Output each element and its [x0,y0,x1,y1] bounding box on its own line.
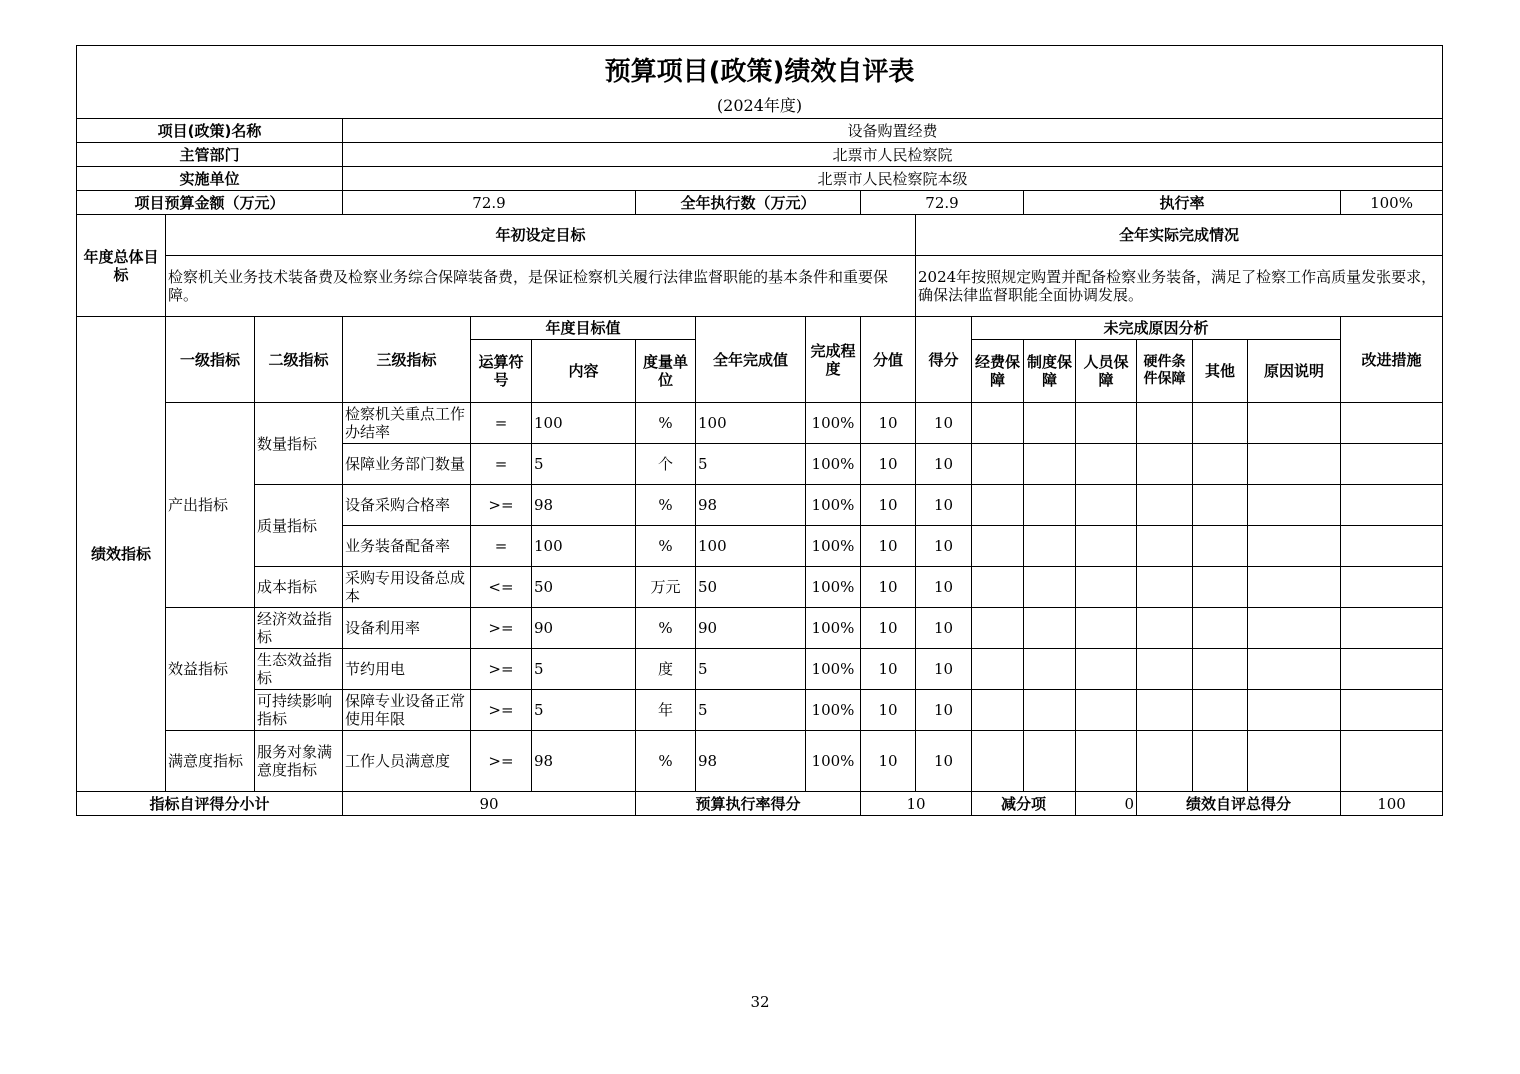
header-funds: 经费保障 [972,340,1024,403]
completion-degree: 100% [806,403,861,444]
indicator-name: 保障业务部门数量 [343,444,471,485]
header-score: 得分 [916,317,972,403]
measure-unit: 个 [636,444,696,485]
measure-unit: % [636,485,696,526]
actual-value: 100 [696,403,806,444]
subtotal-value: 90 [343,792,636,816]
project-name-label: 项目(政策)名称 [77,119,343,143]
score: 10 [916,444,972,485]
budget-score-value: 10 [861,792,972,816]
score-value: 10 [861,649,916,690]
measure-unit: 万元 [636,567,696,608]
table-row [77,690,1443,731]
score-value: 10 [861,690,916,731]
table-row [77,567,1443,608]
score: 10 [916,485,972,526]
actual-value: 100 [696,526,806,567]
group-quality: 质量指标 [255,485,343,567]
group-economic: 经济效益指标 [255,608,343,649]
score: 10 [916,403,972,444]
group-sustainable: 可持续影响指标 [255,690,343,731]
score-value: 10 [861,731,916,792]
indicator-name: 工作人员满意度 [343,731,471,792]
target-content: 100 [532,526,636,567]
header-level1: 一级指标 [166,317,255,403]
target-content: 5 [532,649,636,690]
rate-label: 执行率 [1024,191,1341,215]
performance-self-evaluation-table [76,45,1443,816]
annual-goal-label: 年度总体目标 [77,215,166,317]
group-quantity: 数量指标 [255,403,343,485]
operator: = [471,403,532,444]
group-satisfaction: 满意度指标 [166,731,255,792]
target-content: 98 [532,731,636,792]
actual-goal-header: 全年实际完成情况 [916,215,1443,256]
score: 10 [916,690,972,731]
operator: = [471,444,532,485]
indicator-name: 节约用电 [343,649,471,690]
measure-unit: % [636,403,696,444]
target-content: 98 [532,485,636,526]
completion-degree: 100% [806,690,861,731]
score-value: 10 [861,526,916,567]
unit-value: 北票市人民检察院本级 [343,167,1443,191]
header-explain: 原因说明 [1248,340,1341,403]
budget-label: 项目预算金额（万元） [77,191,343,215]
measure-unit: 度 [636,649,696,690]
score: 10 [916,567,972,608]
table-row [77,403,1443,444]
set-goal-header: 年初设定目标 [166,215,916,256]
total-value: 100 [1341,792,1443,816]
score-value: 10 [861,608,916,649]
score-value: 10 [861,444,916,485]
subtotal-label: 指标自评得分小计 [77,792,343,816]
score: 10 [916,649,972,690]
score-value: 10 [861,485,916,526]
header-measure: 度量单位 [636,340,696,403]
header-actual: 全年完成值 [696,317,806,403]
target-content: 50 [532,567,636,608]
set-goal-text: 检察机关业务技术装备费及检察业务综合保障装备费，是保证检察机关履行法律监督职能的基本条件和重要保障。 [166,256,916,317]
completion-degree: 100% [806,567,861,608]
completion-degree: 100% [806,485,861,526]
form-year: (2024年度) [77,94,1443,119]
deduct-label: 减分项 [972,792,1076,816]
actual-value: 5 [696,690,806,731]
budget-score-label: 预算执行率得分 [636,792,861,816]
header-degree: 完成程度 [806,317,861,403]
operator: <= [471,567,532,608]
form-title: 预算项目(政策)绩效自评表 [77,46,1443,94]
completion-degree: 100% [806,649,861,690]
operator: >= [471,485,532,526]
score: 10 [916,526,972,567]
completion-degree: 100% [806,608,861,649]
completion-degree: 100% [806,731,861,792]
operator: = [471,526,532,567]
actual-value: 90 [696,608,806,649]
indicator-name: 检察机关重点工作办结率 [343,403,471,444]
measure-unit: 年 [636,690,696,731]
header-content: 内容 [532,340,636,403]
page-number: 32 [750,993,770,1011]
actual-value: 50 [696,567,806,608]
measure-unit: % [636,731,696,792]
actual-goal-text: 2024年按照规定购置并配备检察业务装备，满足了检察工作高质量发张要求，确保法律监督职能全面协调发展。 [916,256,1443,317]
table-row [77,649,1443,690]
measure-unit: % [636,526,696,567]
header-staff: 人员保障 [1076,340,1137,403]
indicator-name: 保障专业设备正常使用年限 [343,690,471,731]
operator: >= [471,649,532,690]
score: 10 [916,731,972,792]
operator: >= [471,731,532,792]
performance-indicators-label: 绩效指标 [77,317,166,792]
deduct-value: 0 [1076,792,1137,816]
header-system: 制度保障 [1024,340,1076,403]
header-hardware: 硬件条件保障 [1137,340,1193,403]
measure-unit: % [636,608,696,649]
completion-degree: 100% [806,526,861,567]
header-other: 其他 [1193,340,1248,403]
score-value: 10 [861,403,916,444]
indicator-name: 业务装备配备率 [343,526,471,567]
header-level3: 三级指标 [343,317,471,403]
group-cost: 成本指标 [255,567,343,608]
actual-value: 98 [696,731,806,792]
total-label: 绩效自评总得分 [1137,792,1341,816]
indicator-name: 设备利用率 [343,608,471,649]
header-improve: 改进措施 [1341,317,1443,403]
dept-value: 北票市人民检察院 [343,143,1443,167]
rate-value: 100% [1341,191,1443,215]
table-row [77,731,1443,792]
target-content: 5 [532,690,636,731]
group-ecological: 生态效益指标 [255,649,343,690]
target-content: 90 [532,608,636,649]
group-output: 产出指标 [166,403,255,608]
dept-label: 主管部门 [77,143,343,167]
unit-label: 实施单位 [77,167,343,191]
budget-value: 72.9 [343,191,636,215]
target-content: 100 [532,403,636,444]
indicator-name: 采购专用设备总成本 [343,567,471,608]
header-reason: 未完成原因分析 [972,317,1341,340]
table-row [77,608,1443,649]
actual-value: 98 [696,485,806,526]
group-benefit: 效益指标 [166,608,255,731]
header-operator: 运算符号 [471,340,532,403]
actual-value: 5 [696,444,806,485]
project-name-value: 设备购置经费 [343,119,1443,143]
operator: >= [471,690,532,731]
target-content: 5 [532,444,636,485]
exec-label: 全年执行数（万元） [636,191,861,215]
actual-value: 5 [696,649,806,690]
group-service: 服务对象满意度指标 [255,731,343,792]
table-row [77,485,1443,526]
operator: >= [471,608,532,649]
header-level2: 二级指标 [255,317,343,403]
score: 10 [916,608,972,649]
indicator-name: 设备采购合格率 [343,485,471,526]
completion-degree: 100% [806,444,861,485]
score-value: 10 [861,567,916,608]
exec-value: 72.9 [861,191,1024,215]
header-score-value: 分值 [861,317,916,403]
header-target: 年度目标值 [471,317,696,340]
